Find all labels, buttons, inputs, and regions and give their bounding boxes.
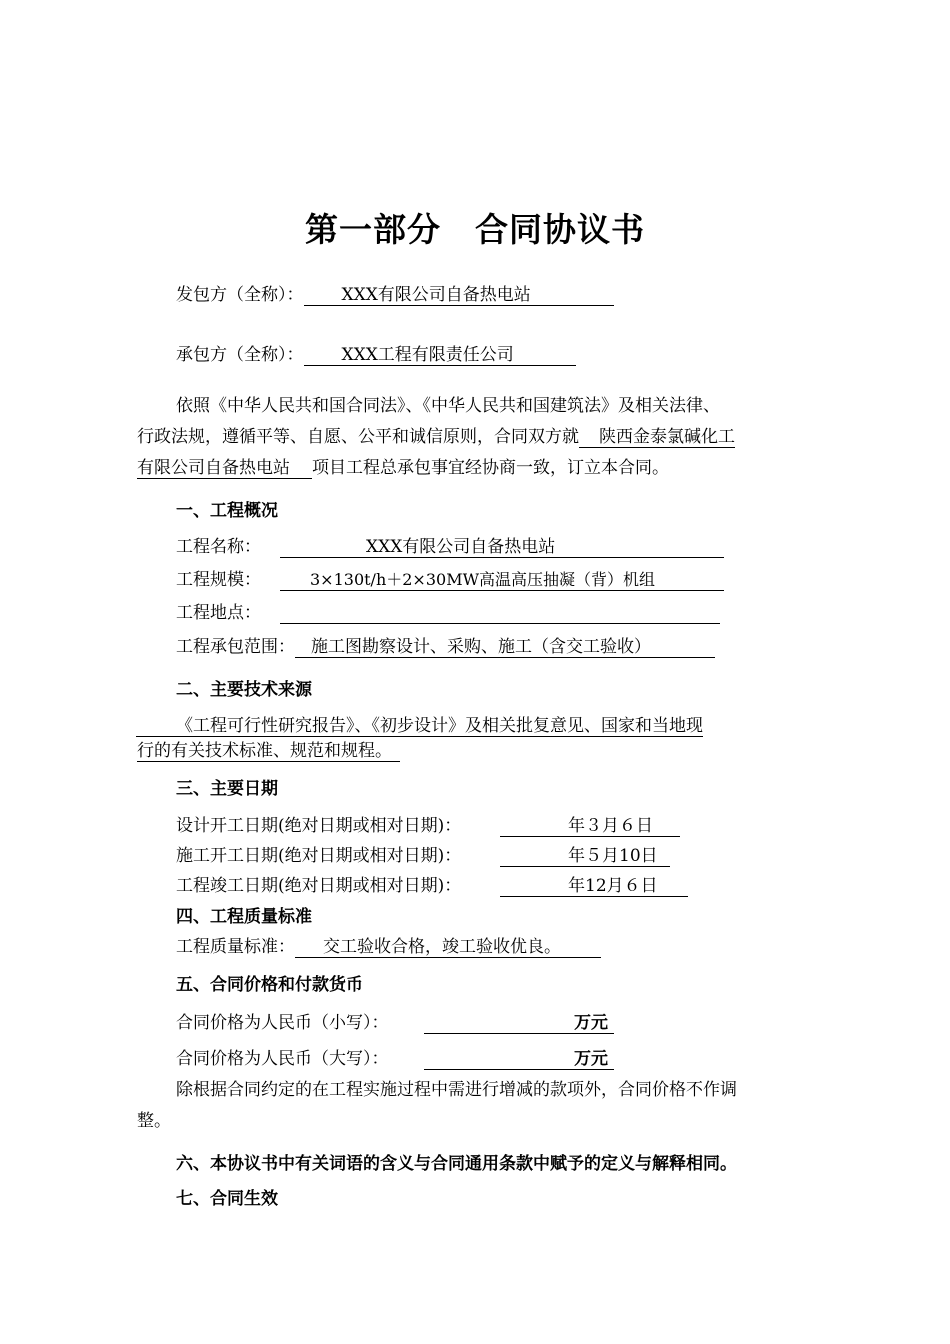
project-location-line bbox=[176, 602, 720, 624]
price-note-line-1: 除根据合同约定的在工程实施过程中需进行增减的款项外，合同价格不作调 bbox=[176, 1080, 737, 1100]
project-name-line bbox=[176, 536, 724, 558]
intro-line-3-text: 项目工程总承包事宜经协商一致，订立本合同。 bbox=[312, 458, 669, 478]
quality-label: 工程质量标准： bbox=[176, 937, 295, 957]
project-location-value bbox=[280, 603, 720, 624]
design-start-value: 年３月６日 bbox=[500, 816, 680, 837]
construction-start-label: 施工开工日期(绝对日期或相对日期)： bbox=[176, 846, 462, 866]
employer-value: XXX有限公司自备热电站 bbox=[304, 285, 614, 306]
quality-value: 交工验收合格，竣工验收优良。 bbox=[295, 937, 601, 958]
page-title: 第一部分 合同协议书 bbox=[305, 210, 645, 249]
intro-line-1: 依照《中华人民共和国合同法》、《中华人民共和国建筑法》及相关法律、 bbox=[176, 396, 720, 416]
contractor-value: XXX工程有限责任公司 bbox=[304, 345, 576, 366]
section-4-heading: 四、工程质量标准 bbox=[176, 907, 312, 927]
price-small-unit: 万元 bbox=[424, 1013, 614, 1034]
project-scale-value: 3×130t/h＋2×30MW高温高压抽凝（背）机组 bbox=[280, 570, 724, 591]
completion-value: 年12月６日 bbox=[500, 876, 688, 897]
project-name-label: 工程名称： bbox=[176, 537, 261, 557]
intro-line-2-text: 行政法规，遵循平等、自愿、公平和诚信原则，合同双方就 bbox=[137, 427, 579, 447]
project-scope-line bbox=[176, 636, 715, 658]
construction-start-value: 年５月10日 bbox=[500, 846, 670, 867]
section-7-heading: 七、合同生效 bbox=[176, 1189, 278, 1209]
section-5-heading: 五、合同价格和付款货币 bbox=[176, 975, 363, 995]
tech-source-line-1 bbox=[176, 715, 743, 737]
completion-label: 工程竣工日期(绝对日期或相对日期)： bbox=[176, 876, 462, 896]
project-scale-line bbox=[176, 569, 724, 591]
project-scope-label: 工程承包范围： bbox=[176, 637, 295, 657]
price-note-line-2: 整。 bbox=[137, 1111, 171, 1131]
section-6-heading: 六、本协议书中有关词语的含义与合同通用条款中赋予的定义与解释相同。 bbox=[176, 1154, 737, 1174]
design-start-line bbox=[176, 815, 680, 837]
quality-line bbox=[176, 936, 601, 958]
completion-line bbox=[176, 875, 688, 897]
tech-source-line-2 bbox=[137, 740, 400, 762]
tech-source-text-1: 《工程可行性研究报告》、《初步设计》及相关批复意见、国家和当地现 bbox=[136, 716, 703, 737]
project-location-label: 工程地点： bbox=[176, 603, 261, 623]
tech-source-text-2: 行的有关技术标准、规范和规程。 bbox=[137, 741, 400, 762]
contractor-line bbox=[176, 344, 576, 366]
project-scale-label: 工程规模： bbox=[176, 570, 261, 590]
price-large-line bbox=[176, 1048, 614, 1070]
project-name-value: XXX有限公司自备热电站 bbox=[280, 537, 724, 558]
intro-line-2 bbox=[137, 426, 735, 448]
intro-line-3 bbox=[137, 457, 669, 479]
project-name-part-1: 陕西金泰氯碱化工 bbox=[579, 427, 735, 448]
section-1-heading: 一、工程概况 bbox=[176, 501, 278, 521]
price-small-line bbox=[176, 1012, 614, 1034]
contractor-label: 承包方（全称）： bbox=[176, 345, 304, 365]
price-large-label: 合同价格为人民币（大写）： bbox=[176, 1049, 389, 1069]
section-3-heading: 三、主要日期 bbox=[176, 779, 278, 799]
price-small-label: 合同价格为人民币（小写）： bbox=[176, 1013, 389, 1033]
employer-label: 发包方（全称）： bbox=[176, 285, 304, 305]
employer-line bbox=[176, 284, 614, 306]
section-2-heading: 二、主要技术来源 bbox=[176, 680, 312, 700]
project-scope-value: 施工图勘察设计、采购、施工（含交工验收） bbox=[295, 637, 715, 658]
design-start-label: 设计开工日期(绝对日期或相对日期)： bbox=[176, 816, 462, 836]
price-large-unit: 万元 bbox=[424, 1049, 614, 1070]
project-name-part-2: 有限公司自备热电站 bbox=[137, 458, 312, 479]
construction-start-line bbox=[176, 845, 670, 867]
